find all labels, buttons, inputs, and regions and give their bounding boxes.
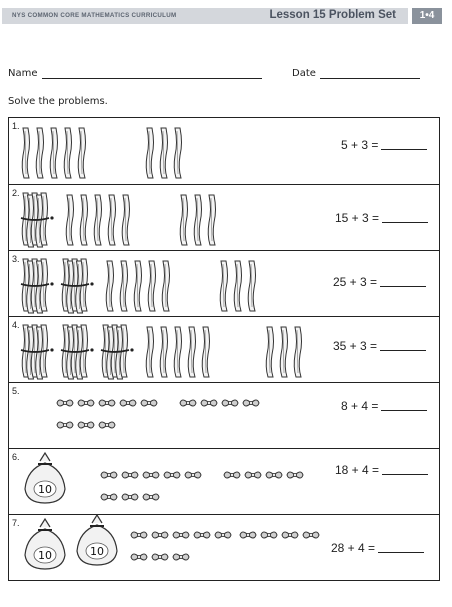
bow-icon (201, 400, 217, 406)
date-label: Date (292, 68, 316, 79)
bow-icon (131, 554, 147, 560)
bow-icon (173, 554, 189, 560)
answer-blank[interactable] (380, 340, 426, 351)
bow-icon (194, 532, 210, 538)
page-header (2, 8, 442, 24)
problem-row (9, 382, 439, 448)
stick-icon (146, 128, 153, 178)
problem-number: 5. (12, 386, 20, 396)
stick-icon (134, 261, 141, 311)
ten-bag-icon (25, 453, 65, 503)
bow-icon (78, 400, 94, 406)
stick-icon (220, 261, 227, 311)
stick-icon (188, 327, 195, 377)
equation-text: 25 + 3 = (333, 275, 378, 289)
problem-row (9, 184, 439, 250)
problem-picture (9, 185, 309, 251)
equation (335, 463, 428, 477)
stick-icon (80, 195, 87, 245)
bow-icon (120, 400, 136, 406)
stick-icon (266, 327, 273, 377)
problem-row (9, 448, 439, 514)
stick-icon (108, 195, 115, 245)
stick-icon (202, 327, 209, 377)
equation-text: 8 + 4 = (341, 399, 379, 413)
stick-icon (194, 195, 201, 245)
bag-label: 10 (38, 483, 52, 496)
name-label: Name (8, 68, 38, 79)
stick-icon (280, 327, 287, 377)
equation (341, 399, 427, 413)
problem-picture (9, 317, 309, 383)
bow-icon (287, 472, 303, 478)
bow-icon (122, 472, 138, 478)
bow-icon (143, 472, 159, 478)
bow-icon (185, 472, 201, 478)
stick-icon (78, 128, 85, 178)
name-line[interactable] (42, 78, 262, 79)
stick-icon (146, 327, 153, 377)
instructions: Solve the problems. (8, 96, 108, 107)
bow-icon (173, 532, 189, 538)
answer-blank[interactable] (381, 400, 427, 411)
problem-row (9, 250, 439, 316)
ten-bag-icon (25, 519, 65, 569)
stick-bundle-icon (21, 259, 54, 313)
equation (331, 541, 424, 555)
stick-icon (160, 128, 167, 178)
problem-row (9, 316, 439, 382)
bow-icon (243, 400, 259, 406)
stick-icon (106, 261, 113, 311)
bow-icon (78, 422, 94, 428)
bow-icon (122, 494, 138, 500)
problem-row (9, 514, 439, 580)
answer-blank[interactable] (382, 212, 428, 223)
lesson-title: Lesson 15 Problem Set (269, 9, 396, 21)
stick-icon (180, 195, 187, 245)
equation (341, 138, 427, 152)
stick-icon (66, 195, 73, 245)
bow-icon (57, 400, 73, 406)
bow-icon (141, 400, 157, 406)
bow-icon (143, 494, 159, 500)
bow-icon (303, 532, 319, 538)
stick-icon (162, 261, 169, 311)
bow-icon (240, 532, 256, 538)
bow-icon (245, 472, 261, 478)
ten-bag-icon (77, 515, 117, 565)
stick-icon (64, 128, 71, 178)
bow-icon (224, 472, 240, 478)
bow-icon (222, 400, 238, 406)
answer-blank[interactable] (382, 464, 428, 475)
stick-bundle-icon (61, 259, 94, 313)
problem-number: 6. (12, 452, 20, 462)
bow-icon (101, 494, 117, 500)
stick-bundle-icon (21, 193, 54, 247)
bow-icon (101, 472, 117, 478)
equation-text: 5 + 3 = (341, 138, 379, 152)
stick-icon (94, 195, 101, 245)
stick-icon (174, 128, 181, 178)
problem-grid (8, 117, 440, 581)
stick-bundle-icon (21, 325, 54, 379)
stick-icon (234, 261, 241, 311)
problem-row (9, 118, 439, 184)
stick-icon (248, 261, 255, 311)
answer-blank[interactable] (381, 139, 427, 150)
stick-icon (22, 128, 29, 178)
equation (333, 275, 426, 289)
problem-number: 4. (12, 320, 20, 330)
stick-icon (122, 195, 129, 245)
bow-icon (99, 422, 115, 428)
problem-number: 3. (12, 254, 20, 264)
equation-text: 15 + 3 = (335, 211, 380, 225)
stick-icon (148, 261, 155, 311)
problem-picture (9, 449, 329, 515)
equation-text: 18 + 4 = (335, 463, 380, 477)
curriculum-title: NYS COMMON CORE MATHEMATICS CURRICULUM (12, 12, 177, 19)
bag-label: 10 (38, 549, 52, 562)
answer-blank[interactable] (380, 276, 426, 287)
bow-icon (131, 532, 147, 538)
problem-picture (9, 515, 339, 581)
equation-text: 28 + 4 = (331, 541, 376, 555)
lesson-badge: 1•4 (412, 8, 442, 24)
bow-icon (261, 532, 277, 538)
stick-icon (120, 261, 127, 311)
stick-icon (208, 195, 215, 245)
problem-picture (9, 383, 309, 449)
equation (335, 211, 428, 225)
bag-label: 10 (90, 545, 104, 558)
stick-bundle-icon (101, 325, 134, 379)
answer-blank[interactable] (378, 542, 424, 553)
problem-number: 7. (12, 518, 20, 528)
problem-picture (9, 251, 309, 317)
stick-icon (160, 327, 167, 377)
bow-icon (164, 472, 180, 478)
problem-number: 2. (12, 188, 20, 198)
bow-icon (99, 400, 115, 406)
bow-icon (57, 422, 73, 428)
stick-icon (294, 327, 301, 377)
problem-picture (9, 118, 309, 184)
bow-icon (180, 400, 196, 406)
problem-number: 1. (12, 121, 20, 131)
bow-icon (282, 532, 298, 538)
bow-icon (266, 472, 282, 478)
equation-text: 35 + 3 = (333, 339, 378, 353)
stick-icon (36, 128, 43, 178)
stick-icon (174, 327, 181, 377)
stick-icon (50, 128, 57, 178)
bow-icon (152, 554, 168, 560)
stick-bundle-icon (61, 325, 94, 379)
date-line[interactable] (320, 78, 420, 79)
bow-icon (152, 532, 168, 538)
equation (333, 339, 426, 353)
bow-icon (215, 532, 231, 538)
